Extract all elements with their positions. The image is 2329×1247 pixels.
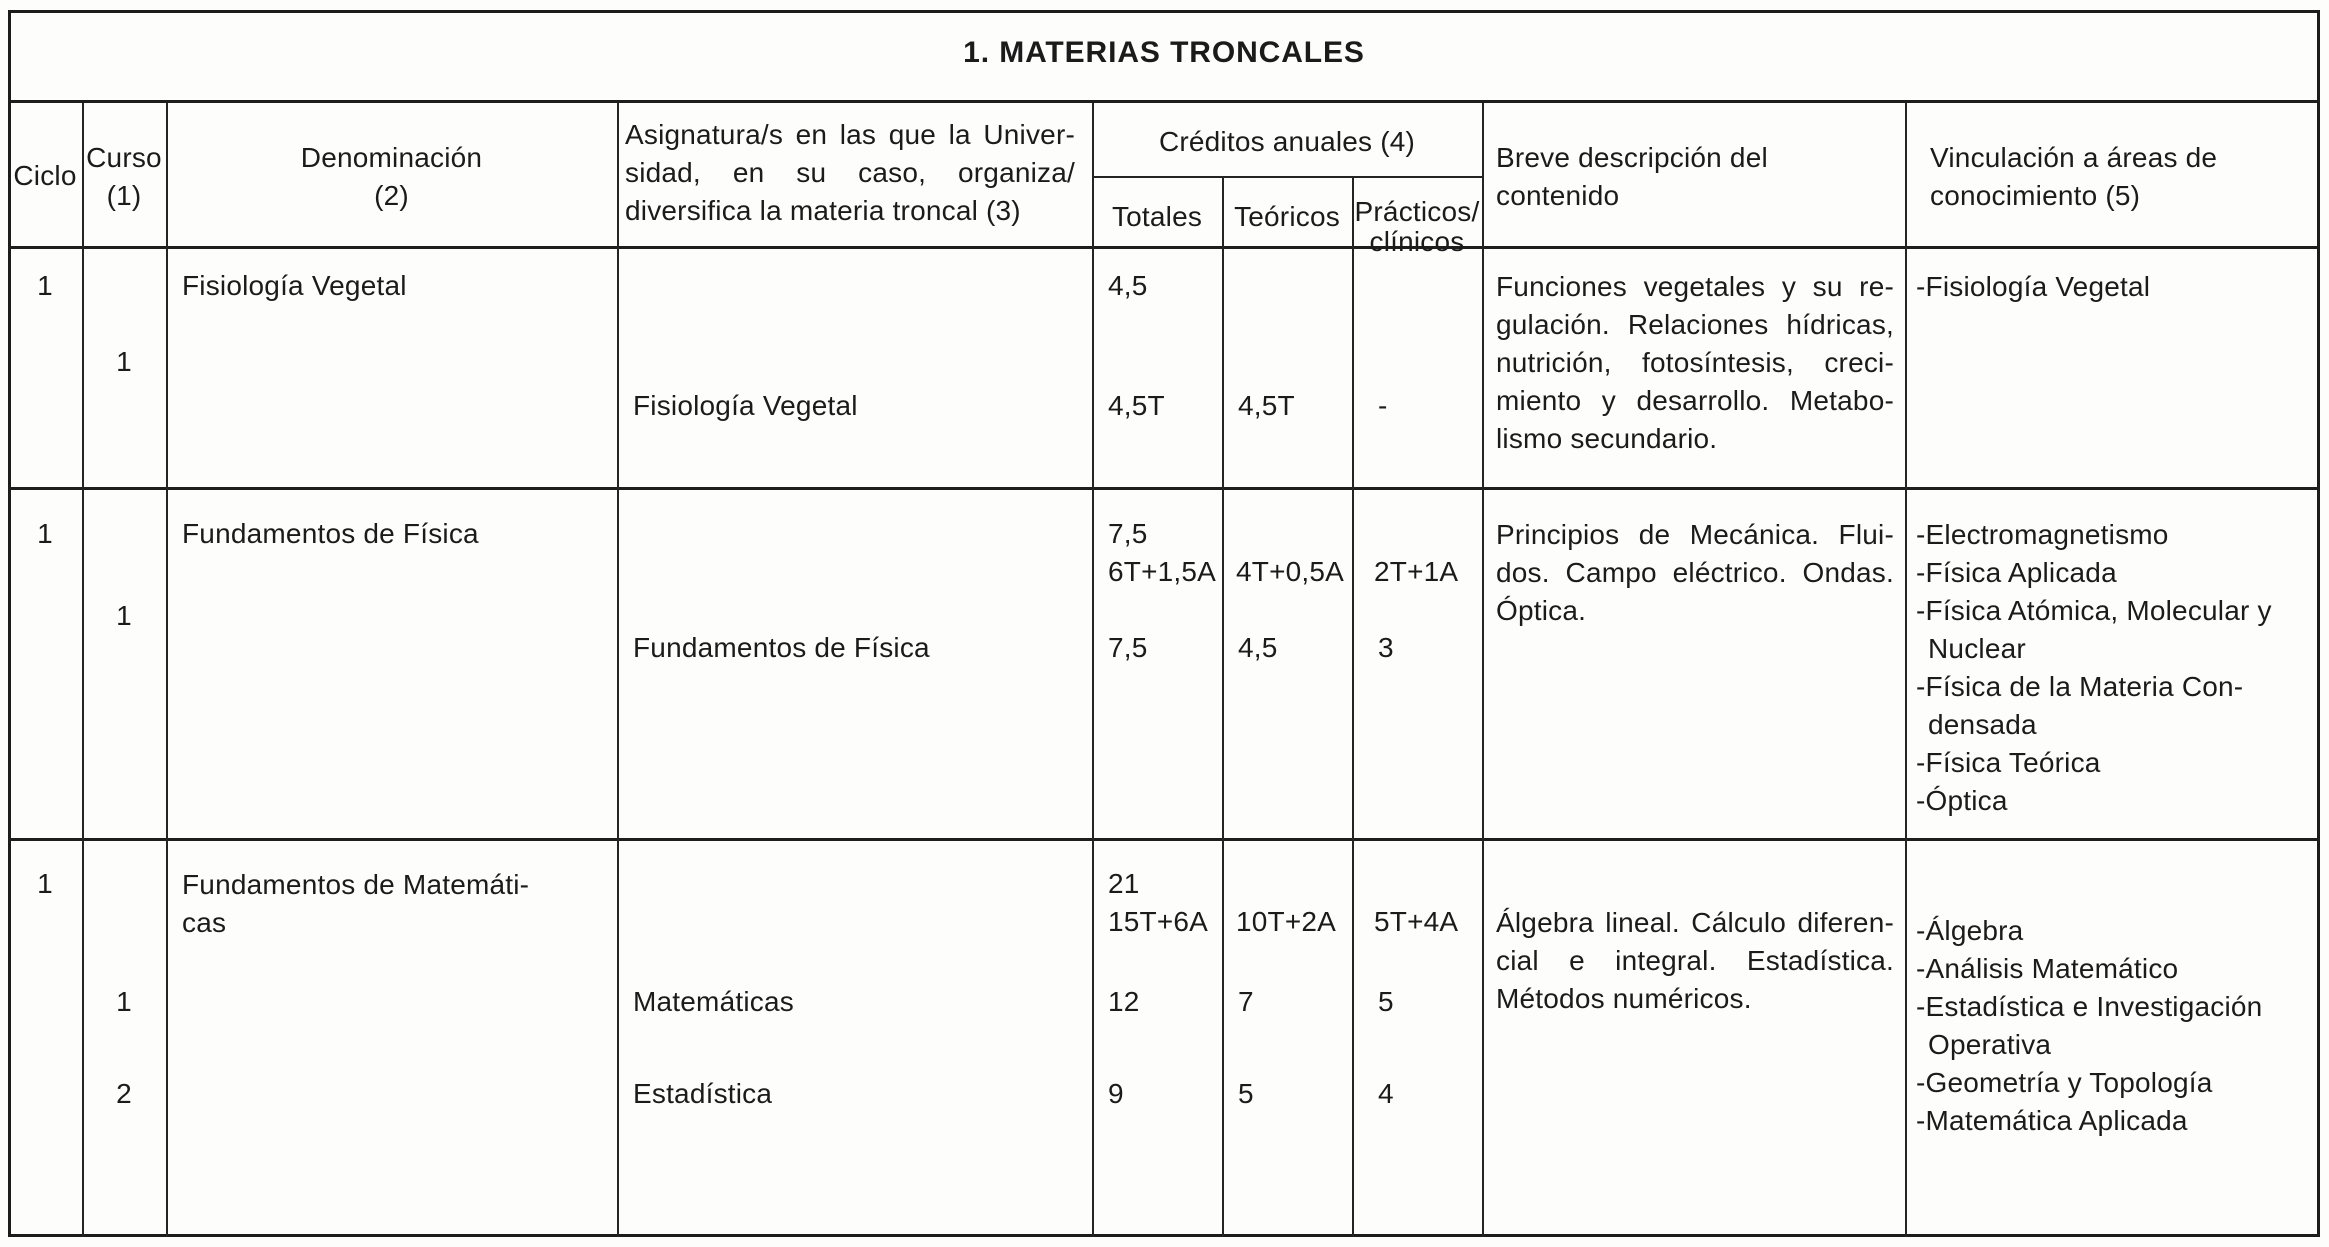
asignatura-credit-teoricos: 7 [1238,986,1254,1017]
asignatura-name: Matemáticas [633,986,794,1017]
col-header-curso-note: (1) [106,180,142,211]
divider-creditos-subheader [1092,176,1482,178]
col-header-practicos-line: Prácticos/ [1354,196,1480,227]
materia-credit-totales-detail: 6T+1,5A [1108,556,1217,587]
vinculacion-item-continuation: Operativa [1928,1029,2052,1060]
col-header-vinculacion [1930,139,2316,215]
asignatura-name: Fundamentos de Física [633,632,930,663]
vinculacion-item: -Óptica [1916,785,2008,816]
materia-vinculacion [1916,912,2312,1140]
divider-row1-row2 [8,487,2320,490]
materia-credit-practicos: 5T+4A [1374,906,1459,937]
asignatura-credit-teoricos: 4,5 [1238,632,1278,663]
divider-col-totales [1222,176,1224,1237]
col-header-curso-label: Curso [86,142,162,173]
materia-vinculacion [1916,268,2312,306]
col-header-practicos-line: clínicos [1369,226,1465,257]
materia-credit-totales: 21 [1108,868,1140,899]
descripcion-line: gulación. Relaciones hídricas, [1496,309,1894,340]
col-header-asignatura-line: sidad, en su caso, organiza/ [625,157,1075,188]
col-header-teoricos: Teóricos [1234,201,1340,232]
materia-credit-teoricos: 10T+2A [1236,906,1337,937]
row-ciclo-value: 1 [37,868,53,899]
descripcion-line: dos. Campo eléctrico. Ondas. [1496,557,1894,588]
vinculacion-item: -Electromagnetismo [1916,519,2169,550]
asignatura-credit-teoricos: 5 [1238,1078,1254,1109]
col-header-vinculacion-line: conocimiento (5) [1930,180,2141,211]
col-header-descripcion-line: Breve descripción del [1496,142,1768,173]
vinculacion-item: -Análisis Matemático [1916,953,2179,984]
asignatura-credit-totales: 4,5T [1108,390,1165,421]
descripcion-line: nutrición, fotosíntesis, creci- [1496,347,1894,378]
vinculacion-item: -Matemática Aplicada [1916,1105,2188,1136]
materia-credit-teoricos: 4T+0,5A [1236,556,1345,587]
asignatura-name: Fisiología Vegetal [633,390,858,421]
divider-col-denominacion [617,103,619,1237]
col-header-denominacion-note: (2) [374,180,409,211]
row-ciclo-value: 1 [37,518,53,549]
asignatura-credit-totales: 12 [1108,986,1140,1017]
col-header-practicos [1352,197,1482,257]
asignatura-credit-practicos: 4 [1378,1078,1394,1109]
descripcion-line: Óptica. [1496,595,1587,626]
col-header-ciclo: Ciclo [13,160,77,191]
col-header-descripcion-line: contenido [1496,180,1620,211]
materia-credit-totales: 4,5 [1108,270,1148,301]
curso-value: 1 [116,600,132,631]
descripcion-line: Funciones vegetales y su re- [1496,271,1894,302]
vinculacion-item: -Fisiología Vegetal [1916,271,2151,302]
descripcion-line: Métodos numéricos. [1496,983,1752,1014]
materia-credit-totales-detail: 15T+6A [1108,906,1209,937]
col-header-asignatura [625,116,1075,230]
descripcion-line: Álgebra lineal. Cálculo diferen- [1496,907,1894,938]
divider-col-teoricos [1352,176,1354,1237]
col-header-asignatura-line: Asignatura/s en las que la Univer- [625,119,1075,150]
asignatura-credit-teoricos: 4,5T [1238,390,1295,421]
materia-name: Fundamentos de Física [182,518,479,549]
divider-col-practicos [1482,103,1484,1237]
asignatura-credit-totales: 7,5 [1108,632,1148,663]
asignatura-credit-practicos: - [1378,390,1388,421]
col-header-asignatura-line: diversifica la materia troncal (3) [625,195,1021,226]
asignatura-name: Estadística [633,1078,773,1109]
divider-header-bottom [8,246,2320,249]
vinculacion-item: -Física Teórica [1916,747,2101,778]
descripcion-line: lismo secundario. [1496,423,1718,454]
vinculacion-item: -Geometría y Topología [1916,1067,2213,1098]
vinculacion-item: -Álgebra [1916,915,2024,946]
col-header-descripcion [1496,139,1894,215]
materia-vinculacion [1916,516,2312,820]
divider-col-curso [166,103,168,1237]
descripcion-line: cial e integral. Estadística. [1496,945,1894,976]
table-title: 1. MATERIAS TRONCALES [963,36,1365,69]
materia-descripcion [1496,516,1894,630]
divider-col-descripcion [1905,103,1907,1237]
divider-title-bottom [8,100,2320,103]
materia-name [182,866,612,942]
materia-descripcion [1496,268,1894,458]
row-ciclo-value: 1 [37,270,53,301]
materia-descripcion [1496,904,1894,1018]
col-header-denominacion-label: Denominación [300,142,483,173]
col-header-creditos-anuales: Créditos anuales (4) [1158,126,1416,157]
divider-col-ciclo [82,103,84,1237]
vinculacion-item: -Estadística e Investigación [1916,991,2263,1022]
descripcion-line: miento y desarrollo. Metabo- [1496,385,1894,416]
vinculacion-item-continuation: Nuclear [1928,633,2026,664]
materia-credit-totales: 7,5 [1108,518,1148,549]
descripcion-line: Principios de Mecánica. Flui- [1496,519,1894,550]
asignatura-credit-practicos: 3 [1378,632,1394,663]
vinculacion-item: -Física de la Materia Con- [1916,671,2244,702]
curso-value: 1 [116,986,132,1017]
vinculacion-item: -Física Atómica, Molecular y [1916,595,2272,626]
divider-row2-row3 [8,838,2320,841]
asignatura-credit-practicos: 5 [1378,986,1394,1017]
col-header-vinculacion-line: Vinculación a áreas de [1930,142,2218,173]
col-header-denominacion [166,139,617,215]
divider-col-asignatura [1092,103,1094,1237]
col-header-totales: Totales [1111,201,1203,232]
materia-credit-practicos: 2T+1A [1374,556,1459,587]
curso-value: 1 [116,346,132,377]
vinculacion-item-continuation: densada [1928,709,2037,740]
asignatura-credit-totales: 9 [1108,1078,1124,1109]
col-header-curso [82,139,166,215]
materia-name-line: Fundamentos de Matemáti- [182,869,530,900]
materia-name-line: cas [182,907,227,938]
curso-value: 2 [116,1078,132,1109]
materia-name: Fisiología Vegetal [182,270,407,301]
vinculacion-item: -Física Aplicada [1916,557,2117,588]
